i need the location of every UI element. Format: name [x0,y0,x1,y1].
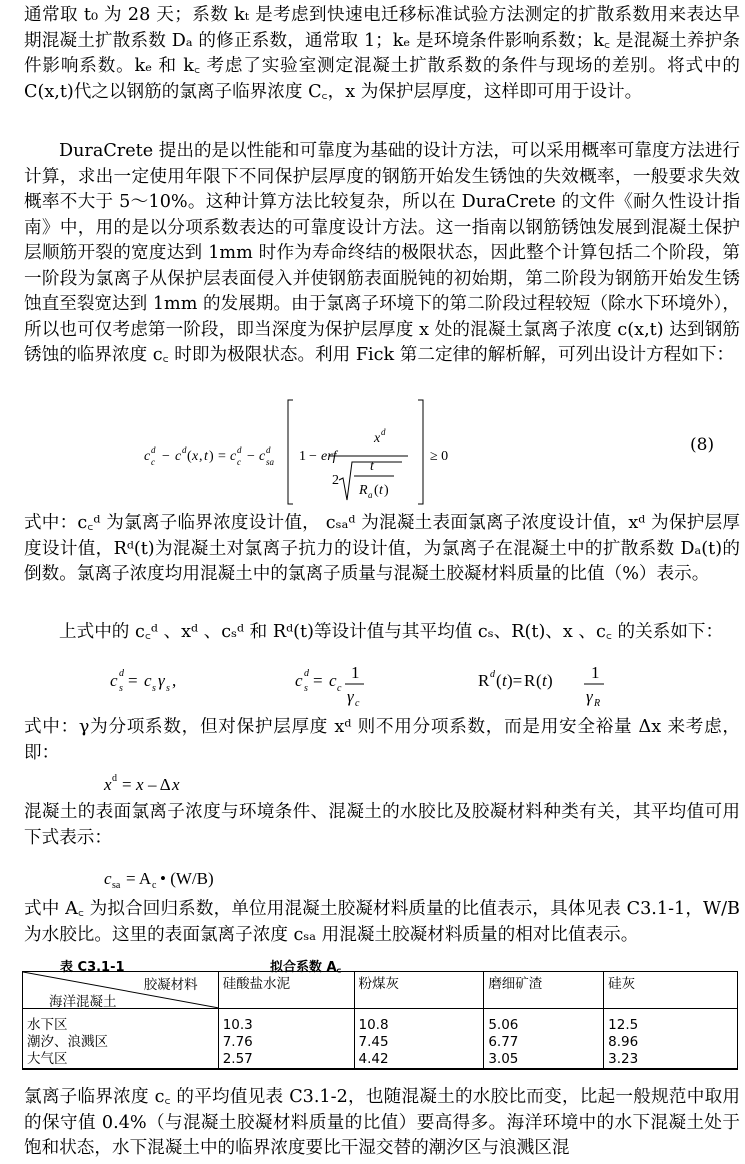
svg-text:c: c [230,449,237,464]
svg-text:a: a [368,490,373,500]
svg-text:c: c [259,449,266,464]
table-title: 拟合系数 A꜀ [270,960,342,975]
table-row [23,1051,738,1069]
table-header: 磨细矿渣 [484,972,604,1009]
equation-number: (8) [690,435,715,455]
svg-text:(: ( [536,671,542,690]
table-cell: 7.76 [218,1034,354,1051]
svg-text:≥ 0: ≥ 0 [430,449,449,464]
svg-text:= A: = A [126,869,152,888]
table-corner-cell [23,972,219,1009]
svg-text:x: x [374,431,381,446]
svg-text:t: t [379,483,383,498]
svg-text:s: s [304,683,308,694]
table-cell: 5.06 [484,1017,604,1034]
paragraph-2: DuraCrete 提出的是以性能和可靠度为基础的设计方法，可以采用概率可靠度方法进行计算，求出一定使用年限下不同保护层厚度的钢筋开始发生锈蚀的失效概率，一般要求失效概率不大于 5～10%。这种计算方法比较复杂，所以在 DuraCrete 的文件《耐久性设计指南》中，用的是以分项系数表达的可靠度设计方法。这一指南以钢筋锈蚀发展到混凝土保护层顺筋开裂的宽度达到 1mm 时作为寿命终结的极限状态，因此整个计算包括二个阶段，第一阶段为氯离子从保护层表面侵入并使钢筋表面脱钝的初始期，第二阶段为钢筋开始发生锈蚀直至裂宽达到 1mm 的发展期。由于氯离子环境下的第二阶段过程较短（除水下环境外），所以也可仅考虑第一阶段，即当深度为保护层厚度 x 处的混凝土氯离子浓度 c(x,t) 达到钢筋锈蚀的临界浓度 c꜀ 时即为极限状态。利用 Fick 第二定律的解析解，可列出设计方程如下： [24,141,740,365]
svg-text:d: d [490,669,495,680]
svg-text:(: ( [496,671,502,690]
svg-text:c: c [355,698,360,708]
svg-text:c: c [329,671,337,690]
table-cell: 2.57 [218,1051,354,1069]
svg-text:c: c [152,880,157,891]
svg-text:,: , [172,671,177,690]
svg-text:=: = [218,449,226,464]
table-header: 粉煤灰 [354,972,484,1009]
svg-text:1: 1 [351,663,360,682]
svg-text:R: R [594,698,601,708]
table-cell: 10.8 [354,1017,484,1034]
svg-text:1: 1 [591,663,600,682]
svg-text:x: x [192,449,199,464]
svg-text:): ) [384,483,389,498]
table-cell: 4.42 [354,1051,484,1069]
svg-text:d: d [266,445,271,455]
svg-text:• (W/B): • (W/B) [160,869,214,888]
paragraph-1: 通常取 t₀ 为 28 天；系数 kₜ 是考虑到快速电迁移标准试验方法测定的扩散系数用来表达早期混凝土扩散系数 Dₐ 的修正系数，通常取 1；kₑ 是环境条件影响系数；k꜀ 是混凝土养护条件影响系数。kₑ 和 k꜀ 考虑了实验室测定混凝土扩散系数的条件与现场的差别。将式中的 C(x,t)代之以钢筋的氯离子临界浓度 C꜀，x 为保护层厚度，这样即可用于设计。 [24,5,740,102]
svg-text:t: t [204,449,208,464]
svg-text:−: − [309,449,317,464]
table-cell: 8.96 [604,1034,738,1051]
relations-formulas [100,656,660,708]
svg-text:=: = [122,775,132,794]
svg-text:t: t [542,671,547,690]
svg-text:t: t [370,459,374,474]
svg-text:)=: )= [507,671,523,690]
svg-text:−: − [162,449,170,464]
svg-text:R: R [478,671,490,690]
formula-xd [100,768,220,798]
svg-text:−: − [247,449,255,464]
paragraph-6: 混凝土的表面氯离子浓度与环境条件、混凝土的水胶比及胶凝材料种类有关，其平均值可用下式表示： [24,802,740,848]
svg-text:d: d [112,773,117,784]
row-label: 潮汐、浪溅区 [23,1034,219,1051]
corner-top-label: 胶凝材料 [143,977,198,993]
svg-text:x: x [172,775,180,794]
svg-text:sa: sa [112,880,121,891]
svg-text:): ) [547,671,553,690]
paragraph-7: 式中 A꜀ 为拟合回归系数，单位用混凝土胶凝材料质量的比值表示，具体见表 C3.1-1，W/B 为水胶比。这里的表面氯离子浓度 cₛₐ 用混凝土胶凝材料质量的相对比值表示。 [24,899,740,945]
svg-text:c: c [104,869,112,888]
svg-text:R: R [359,483,368,498]
svg-text:c: c [237,457,241,467]
svg-text:d: d [237,445,242,455]
svg-text:d: d [151,445,156,455]
table-header: 硅灰 [604,972,738,1009]
svg-text:=: = [128,671,138,690]
svg-text:d: d [182,445,187,455]
svg-text:d: d [304,668,309,679]
table-cell: 6.77 [484,1034,604,1051]
svg-text:): ) [209,449,214,464]
table-label: 表 C3.1-1 [60,960,125,975]
table-cell: 3.23 [604,1051,738,1069]
svg-text:c: c [151,457,155,467]
svg-text:2: 2 [332,473,339,488]
paragraph-3: 式中：c꜀ᵈ 为氯离子临界浓度设计值， cₛₐᵈ 为混凝土表面氯离子浓度设计值，xᵈ 为保护层厚度设计值，Rᵈ(t)为混凝土对氯离子抗力的设计值，为氯离子在混凝土中的扩散系数 Dₐ(t)的倒数。氯离子浓度均用混凝土中的氯离子质量与混凝土胶凝材料质量的比值（%）表示。 [24,513,740,584]
svg-text:R: R [524,671,536,690]
equation-8 [130,398,460,506]
svg-text:x: x [136,775,144,794]
svg-text:(: ( [187,449,192,464]
svg-text:s: s [166,683,170,694]
svg-text:γ: γ [158,671,165,690]
svg-text:– Δ: – Δ [148,775,171,794]
svg-text:c: c [175,449,182,464]
svg-text:=: = [313,671,323,690]
svg-text:d: d [381,427,386,437]
table-header: 硅酸盐水泥 [218,972,354,1009]
svg-text:1: 1 [299,449,306,464]
svg-text:γ: γ [347,687,354,706]
corner-bottom-label: 海洋混凝土 [49,994,117,1010]
table-cell: 12.5 [604,1017,738,1034]
svg-text:t: t [502,671,507,690]
svg-text:c: c [295,671,303,690]
row-label: 水下区 [23,1017,219,1034]
row-label: 大气区 [23,1051,219,1069]
svg-text:c: c [337,683,342,694]
svg-text:c: c [144,449,151,464]
svg-text:c: c [144,671,152,690]
table-row [23,1017,738,1034]
svg-text:s: s [152,683,156,694]
table-row [23,1034,738,1051]
table-fitting-coefficients [22,971,738,1070]
paragraph-4: 上式中的 c꜀ᵈ 、xᵈ 、cₛᵈ 和 Rᵈ(t)等设计值与其平均值 cₛ、R(t)、x 、c꜀ 的关系如下： [59,622,724,642]
paragraph-8: 氯离子临界浓度 c꜀ 的平均值见表 C3.1-2，也随混凝土的水胶比而变，比起一般规范中取用的保守值 0.4%（与混凝土胶凝材料质量的比值）要高得多。海洋环境中的水下混凝土处于饱和状态，水下混凝土中的临界浓度要比干湿交替的潮汐区与浪溅区混 [24,1087,740,1158]
svg-text:erf: erf [321,449,337,464]
table-cell: 7.45 [354,1034,484,1051]
svg-text:c: c [110,671,118,690]
svg-text:γ: γ [586,687,593,706]
svg-text:s: s [119,683,123,694]
table-cell: 10.3 [218,1017,354,1034]
svg-text:sa: sa [266,457,275,467]
formula-csa [100,862,300,892]
svg-text:(: ( [374,483,379,498]
svg-text:x: x [104,775,112,794]
paragraph-5: 式中：γ为分项系数，但对保护层厚度 xᵈ 则不用分项系数，而是用安全裕量 Δx 来考虑，即： [24,717,740,763]
table-cell: 3.05 [484,1051,604,1069]
svg-text:d: d [119,668,124,679]
svg-text:,: , [199,449,203,464]
